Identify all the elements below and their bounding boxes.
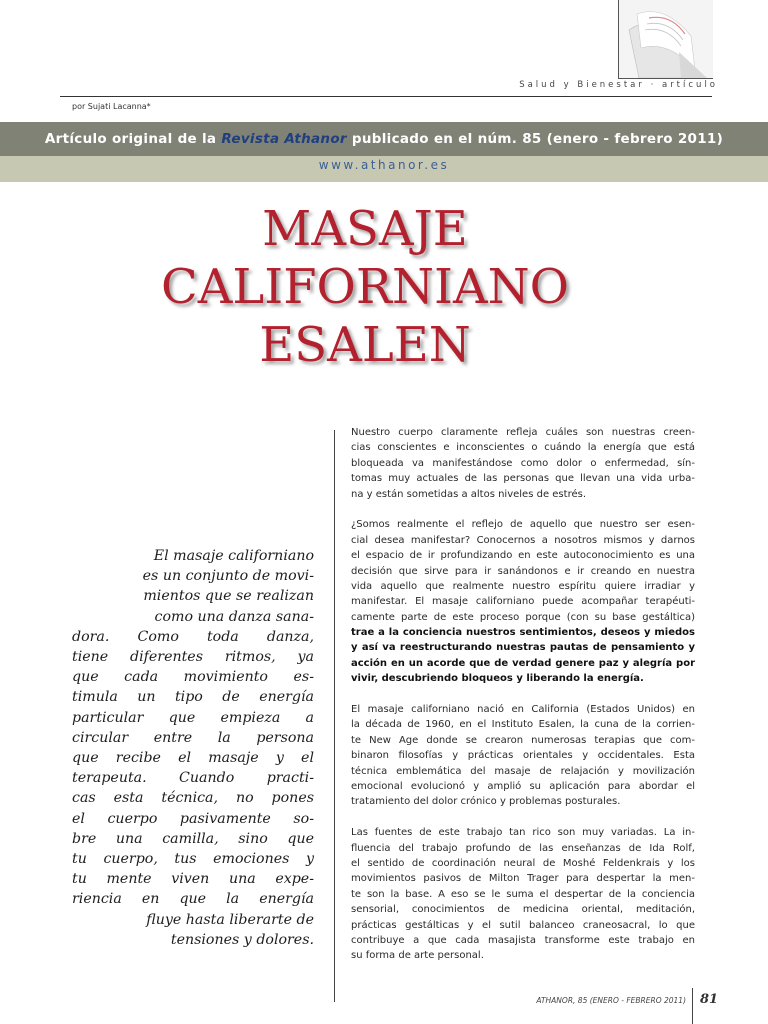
pullquote-line: tu cuerpo, tus emociones y (72, 851, 314, 868)
body-line: fluencia del trabajo profundo de las enseñanzas de Ida Rolf, (351, 842, 695, 854)
header-divider (60, 96, 712, 97)
body-line: ¿Somos realmente el reflejo de aquello que nuestro ser esen- (351, 519, 695, 531)
body-line: tratamiento del dolor crónico y problemas posturales. (351, 796, 621, 808)
footer-divider (692, 988, 693, 1024)
body-line-bold: vivir, descubriendo bloqueos y liberando la energía. (351, 673, 644, 685)
book-photo (618, 0, 713, 79)
body-line: tomas muy actuales de las personas que llevan una vida urba- (351, 473, 695, 485)
banner-suffix: publicado en el núm. 85 (enero - febrero 2011) (346, 131, 724, 147)
pullquote-line: que recibe el masaje y el (72, 750, 314, 767)
pullquote-line: timula un tipo de energía (72, 689, 314, 706)
article-body (351, 425, 695, 964)
body-line: sensorial, conocimientos de medicina oriental, meditación, (351, 904, 695, 916)
body-line: te New Age donde se crearon numerosas terapias que com- (351, 734, 695, 746)
body-line: prácticas gestálticas y el sutil balanceo craneosacral, lo que (351, 919, 695, 931)
issue-footer: ATHANOR, 85 (ENERO - FEBRERO 2011) (536, 996, 686, 1005)
body-line-bold: y así va reestructurando nuestras pautas de pensamiento y (351, 642, 695, 654)
title-line: ESALEN (259, 317, 471, 373)
pullquote-line: El masaje californiano (153, 548, 314, 564)
pullquote-line: tensiones y dolores. (170, 931, 314, 948)
body-line: cial desea manifestar? Conocernos a nosotros mismos y darnos (351, 534, 695, 546)
banner-prefix: Artículo original de la (44, 131, 222, 147)
pullquote-line: dora. Como toda danza, (72, 628, 314, 645)
body-line: cias conscientes e inconscientes o cuándo la energía que está (351, 442, 695, 454)
title-line: MASAJE (262, 201, 468, 257)
pullquote-line: mientos que se realizan (143, 588, 314, 605)
body-line: decisión que sirve para ir sanándonos e ir creando en nuestra (351, 565, 695, 577)
pullquote-line: riencia en que la energía (72, 891, 314, 908)
magazine-name: Revista Athanor (221, 131, 347, 147)
body-line: El masaje californiano nació en California (Estados Unidos) en (351, 704, 695, 716)
page-number: 81 (700, 992, 719, 1007)
section-label: Salud y Bienestar · artículo (519, 80, 718, 90)
pullquote-line: es un conjunto de movi- (142, 568, 314, 585)
body-line: movimientos pasivos de Milton Trager para despertar la men- (351, 873, 695, 885)
body-line: emocional evolucionó y amplió su aplicación para abordar el (351, 780, 695, 792)
pullquote-line: circular entre la persona (72, 729, 314, 746)
pullquote-line: tiene diferentes ritmos, ya (72, 649, 314, 666)
pullquote-line: que cada movimiento es- (72, 669, 314, 686)
pullquote-line: bre una camilla, sino que (72, 830, 314, 847)
body-line: el sentido de coordinación neural de Moshé Feldenkrais y los (351, 857, 695, 869)
body-line: bloqueada va manifestándose como dolor o enfermedad, sín- (351, 457, 695, 469)
body-line: la década de 1960, en el Instituto Esalen, la cuna de la corrien- (351, 719, 695, 731)
body-line: su forma de arte personal. (351, 950, 484, 962)
author-byline: por Sujati Lacanna* (72, 102, 151, 111)
pullquote-line: tu mente viven una expe- (72, 871, 314, 888)
banner-text (0, 131, 768, 147)
body-line: manifestar. El masaje californiano puede acompañar terapéuti- (351, 596, 695, 608)
body-line: Las fuentes de este trabajo tan rico son muy variadas. La in- (351, 827, 695, 839)
body-line: el espacio de ir profundizando en este autoconocimiento es una (351, 550, 695, 562)
title-line: CALIFORNIANO (161, 259, 569, 315)
body-line: na y están sometidas a altos niveles de estrés. (351, 488, 586, 500)
pullquote-line: como una danza sana- (154, 608, 314, 625)
pullquote-line: fluye hasta liberarte de (146, 911, 314, 928)
body-line: te son la base. A eso se le suma el despertar de la conciencia (351, 888, 695, 900)
body-line: Nuestro cuerpo claramente refleja cuáles son nuestras creen- (351, 427, 695, 438)
pullquote-line: el cuerpo pasivamente so- (72, 810, 314, 827)
pullquote-line: terapeuta. Cuando practi- (72, 770, 314, 787)
body-line: binaron filosofías y prácticas orientales y occidentales. Esta (351, 750, 695, 762)
column-divider (334, 430, 335, 1002)
pull-quote (72, 546, 314, 950)
body-line-bold: trae a la conciencia nuestros sentimientos, deseos y miedos (351, 627, 695, 639)
body-line: contribuye a que cada masajista transforme este trabajo en (351, 934, 695, 946)
body-line: vida aquello que realmente nuestro espíritu quiere irradiar y (351, 580, 695, 592)
article-title (60, 200, 670, 374)
pullquote-line: cas esta técnica, no pones (72, 790, 314, 807)
magazine-url: www.athanor.es (318, 158, 450, 172)
pullquote-line: particular que empieza a (72, 709, 314, 726)
body-line: camente parte de este proceso porque (con su base gestáltica) (351, 611, 695, 623)
body-line-bold: acción en un acorde que de verdad genere paz y alegría por (351, 657, 695, 669)
body-line: técnica emblemática del masaje de relajación y movilización (351, 765, 695, 777)
